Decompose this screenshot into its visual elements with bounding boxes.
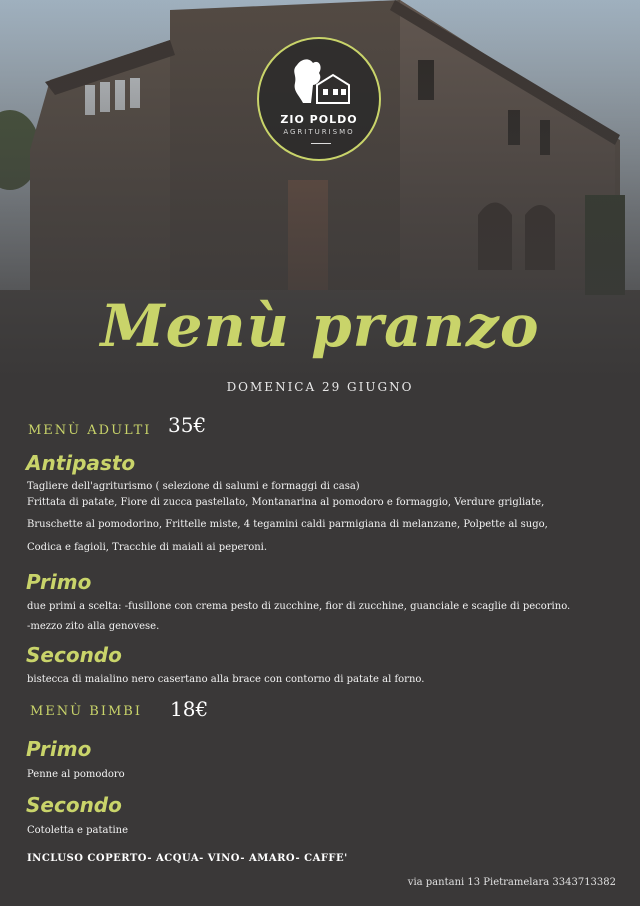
address-phone: via pantani 13 Pietramelara 3343713382 (407, 877, 616, 888)
logo-subtitle: AGRITURISMO (283, 128, 355, 136)
antipasto-line: Bruschette al pomodorino, Frittelle miste, 4 tegamini caldi parmigiana di melanzane, Polpette al sugo, (27, 519, 548, 530)
kids-menu-label: MENÙ BIMBI (30, 704, 142, 719)
adult-primo-line: due primi a scelta: -fusillone con crema pesto di zucchine, fior di zucchine, guanciale e scaglie di pecorino. (27, 601, 571, 612)
adult-menu-price: 35€ (168, 413, 207, 437)
page-title: Menù pranzo (100, 292, 540, 360)
adult-secondo-line: bistecca di maialino nero casertano alla brace con contorno di patate al forno. (27, 674, 425, 685)
adult-secondo-heading: Secondo (26, 643, 122, 667)
logo-divider (311, 143, 331, 144)
included-items: INCLUSO COPERTO- ACQUA- VINO- AMARO- CAFFE' (27, 853, 348, 864)
antipasto-line: Codica e fagioli, Tracchie di maiali ai peperoni. (27, 542, 268, 553)
antipasto-line: Tagliere dell'agriturismo ( selezione di salumi e formaggi di casa) (27, 481, 360, 492)
logo (257, 37, 381, 161)
kids-secondo-heading: Secondo (26, 793, 122, 817)
antipasto-line: Frittata di patate, Fiore di zucca pastellato, Montanarina al pomodoro e formaggio, Verdure grigliate, (27, 497, 545, 508)
antipasto-heading: Antipasto (26, 451, 136, 475)
menu-date: DOMENICA 29 GIUGNO (226, 380, 414, 394)
adult-primo-line: -mezzo zito alla genovese. (27, 621, 160, 632)
farmhouse-tree-icon (289, 55, 353, 105)
adult-menu-label: MENÙ ADULTI (28, 423, 152, 438)
kids-primo-text: Penne al pomodoro (27, 769, 125, 780)
kids-secondo-text: Cotoletta e patatine (27, 825, 129, 836)
kids-menu-price: 18€ (170, 697, 209, 721)
kids-primo-heading: Primo (26, 737, 92, 761)
logo-name: ZIO POLDO (280, 113, 358, 126)
adult-primo-heading: Primo (26, 570, 92, 594)
